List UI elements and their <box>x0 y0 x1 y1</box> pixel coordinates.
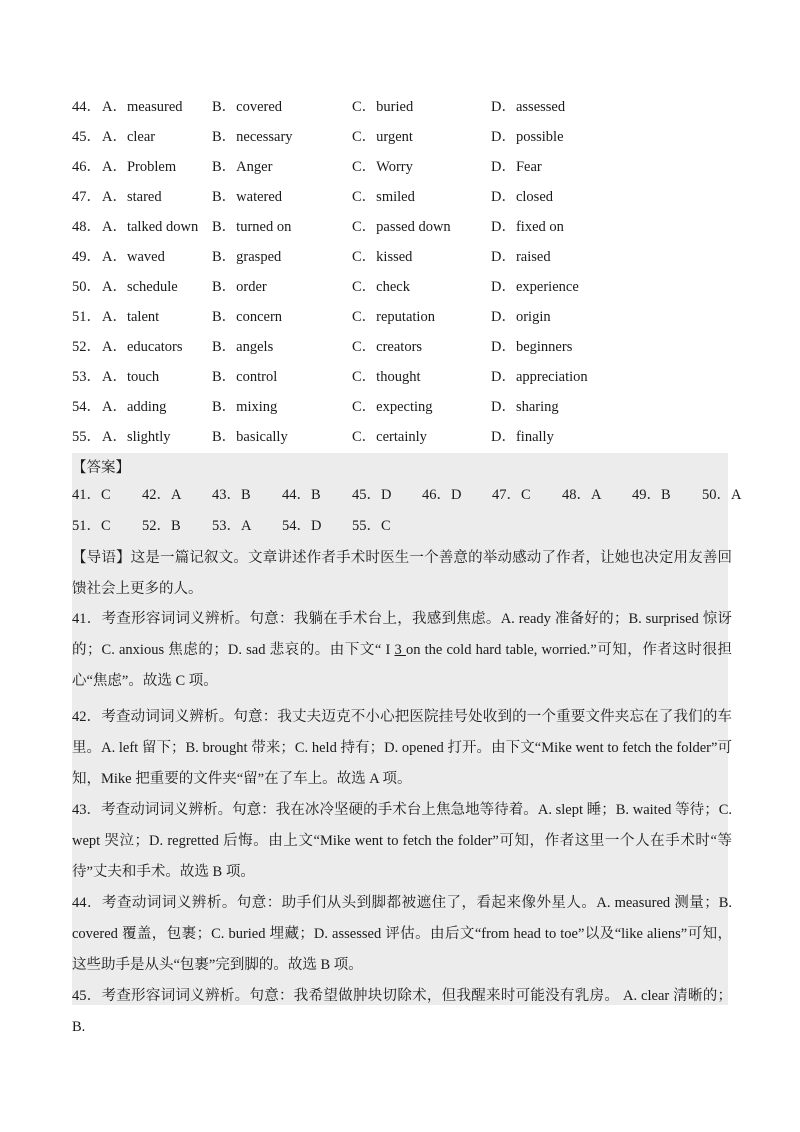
explanation-42 <box>72 702 732 795</box>
answer-item: 45．D <box>352 487 392 503</box>
option-a: A．schedule <box>102 279 178 295</box>
answer-item: 47．C <box>492 487 531 503</box>
answer-item: 46．D <box>422 487 462 503</box>
option-row <box>72 124 732 154</box>
option-c: C．kissed <box>352 249 413 265</box>
option-b: B．watered <box>212 189 283 205</box>
answer-item: 53．A <box>212 518 252 534</box>
option-d: D．Fear <box>491 159 542 175</box>
option-b: B．necessary <box>212 129 293 145</box>
option-b: B．grasped <box>212 249 282 265</box>
answer-item: 42．A <box>142 487 182 503</box>
option-a: A．slightly <box>102 429 171 445</box>
option-a: A．measured <box>102 99 183 115</box>
option-a: A．clear <box>102 129 156 145</box>
option-row <box>72 244 732 274</box>
question-number: 44． <box>72 99 101 115</box>
option-b: B．covered <box>212 99 283 115</box>
question-number: 46． <box>72 159 101 175</box>
question-number: 52． <box>72 339 101 355</box>
option-b: B．Anger <box>212 159 273 175</box>
option-a: A．educators <box>102 339 183 355</box>
answer-row-1 <box>72 482 742 508</box>
option-d: D．origin <box>491 309 551 325</box>
option-d: D．fixed on <box>491 219 564 235</box>
answer-row-2 <box>72 513 732 539</box>
question-number: 48． <box>72 219 101 235</box>
option-row <box>72 394 732 424</box>
question-number: 54． <box>72 399 101 415</box>
option-a: A．stared <box>102 189 162 205</box>
q42-text: 42．考查动词词义辨析。句意：我丈夫迈克不小心把医院挂号处收到的一个重要文件夹忘在了我们的车里。A. left 留下；B. brought 带来；C. held 持有；D. opened 打开。由下文“Mike went to fetch the folder”可知，Mike 把重要的文件夹“留”在了车上。故选 A 项。 <box>72 709 732 787</box>
answer-item: 41．C <box>72 487 111 503</box>
option-row <box>72 364 732 394</box>
option-b: B．control <box>212 369 278 385</box>
question-number: 45． <box>72 129 101 145</box>
option-b: B．turned on <box>212 219 292 235</box>
option-list <box>72 94 732 454</box>
option-c: C．Worry <box>352 159 413 175</box>
question-number: 50． <box>72 279 101 295</box>
explanation-41 <box>72 604 732 697</box>
option-a: A．touch <box>102 369 160 385</box>
explanation-44 <box>72 888 732 981</box>
question-number: 51． <box>72 309 101 325</box>
answer-item: 52．B <box>142 518 181 534</box>
option-d: D．appreciation <box>491 369 588 385</box>
option-row <box>72 184 732 214</box>
answer-item: 50．A <box>702 487 742 503</box>
option-c: C．urgent <box>352 129 413 145</box>
q41-text-after: on the cold hard table, worried.”可知，作者这时很担心“焦虑”。故选 C 项。 <box>72 642 733 689</box>
q45-text: 45．考查形容词词义辨析。句意：我希望做肿块切除术，但我醒来时可能没有乳房。 A. clear 清晰的；B. <box>72 988 732 1035</box>
option-a: A．talent <box>102 309 160 325</box>
option-row <box>72 334 732 364</box>
answer-item: 55．C <box>352 518 391 534</box>
option-b: B．basically <box>212 429 288 445</box>
option-a: A．waved <box>102 249 165 265</box>
option-d: D．possible <box>491 129 564 145</box>
option-b: B．order <box>212 279 267 295</box>
option-c: C．creators <box>352 339 423 355</box>
option-c: C．smiled <box>352 189 415 205</box>
option-d: D．closed <box>491 189 554 205</box>
q44-text: 44．考查动词词义辨析。句意：助手们从头到脚都被遮住了，看起来像外星人。A. measured 测量；B. covered 覆盖，包裹；C. buried 埋藏；D. assessed 评估。由后文“from head to toe”以及“like aliens”可知，这些助手是从头“包裹”完到脚的。故选 B 项。 <box>72 895 732 973</box>
answer-heading: 【答案】 <box>72 460 130 476</box>
answer-item: 54．D <box>282 518 322 534</box>
option-d: D．experience <box>491 279 579 295</box>
option-c: C．passed down <box>352 219 451 235</box>
option-b: B．mixing <box>212 399 278 415</box>
guide-text: 【导语】这是一篇记叙文。文章讲述作者手术时医生一个善意的举动感动了作者，让她也决定用友善回馈社会上更多的人。 <box>72 550 732 597</box>
option-d: D．finally <box>491 429 554 445</box>
option-c: C．check <box>352 279 410 295</box>
option-d: D．beginners <box>491 339 573 355</box>
q43-text: 43．考查动词词义辨析。句意：我在冰冷坚硬的手术台上焦急地等待着。A. slept 睡；B. waited 等待；C. wept 哭泣；D. regretted 后悔。由上文“Mike went to fetch the folder”可知，作者这里一个人在手术时“等待”丈夫和手术。故选 B 项。 <box>72 802 732 880</box>
question-number: 55． <box>72 429 101 445</box>
option-row <box>72 424 732 454</box>
option-c: C．buried <box>352 99 414 115</box>
q41-text-before: 41．考查形容词词义辨析。句意：我躺在手术台上，我感到焦虑。A. ready 准备好的；B. surprised 惊讶的；C. anxious 焦虑的；D. sad 悲哀的。由下文“ I <box>72 611 732 658</box>
question-number: 47． <box>72 189 101 205</box>
answer-item: 51．C <box>72 518 111 534</box>
explanation-43 <box>72 795 732 888</box>
option-row <box>72 214 732 244</box>
q41-blank: 3 <box>394 642 406 658</box>
option-row <box>72 274 732 304</box>
option-b: B．concern <box>212 309 283 325</box>
option-a: A．talked down <box>102 219 199 235</box>
option-row <box>72 304 732 334</box>
explanation-45 <box>72 981 732 1043</box>
option-c: C．thought <box>352 369 421 385</box>
answer-item: 44．B <box>282 487 321 503</box>
option-row <box>72 94 732 124</box>
answer-item: 43．B <box>212 487 251 503</box>
question-number: 53． <box>72 369 101 385</box>
option-b: B．angels <box>212 339 274 355</box>
option-c: C．expecting <box>352 399 433 415</box>
option-a: A．adding <box>102 399 167 415</box>
option-row <box>72 154 732 184</box>
answer-item: 49．B <box>632 487 671 503</box>
option-d: D．sharing <box>491 399 559 415</box>
answer-item: 48．A <box>562 487 602 503</box>
option-c: C．certainly <box>352 429 427 445</box>
guide-paragraph <box>72 543 732 605</box>
question-number: 49． <box>72 249 101 265</box>
option-d: D．raised <box>491 249 551 265</box>
option-c: C．reputation <box>352 309 435 325</box>
option-d: D．assessed <box>491 99 566 115</box>
option-a: A．Problem <box>102 159 177 175</box>
